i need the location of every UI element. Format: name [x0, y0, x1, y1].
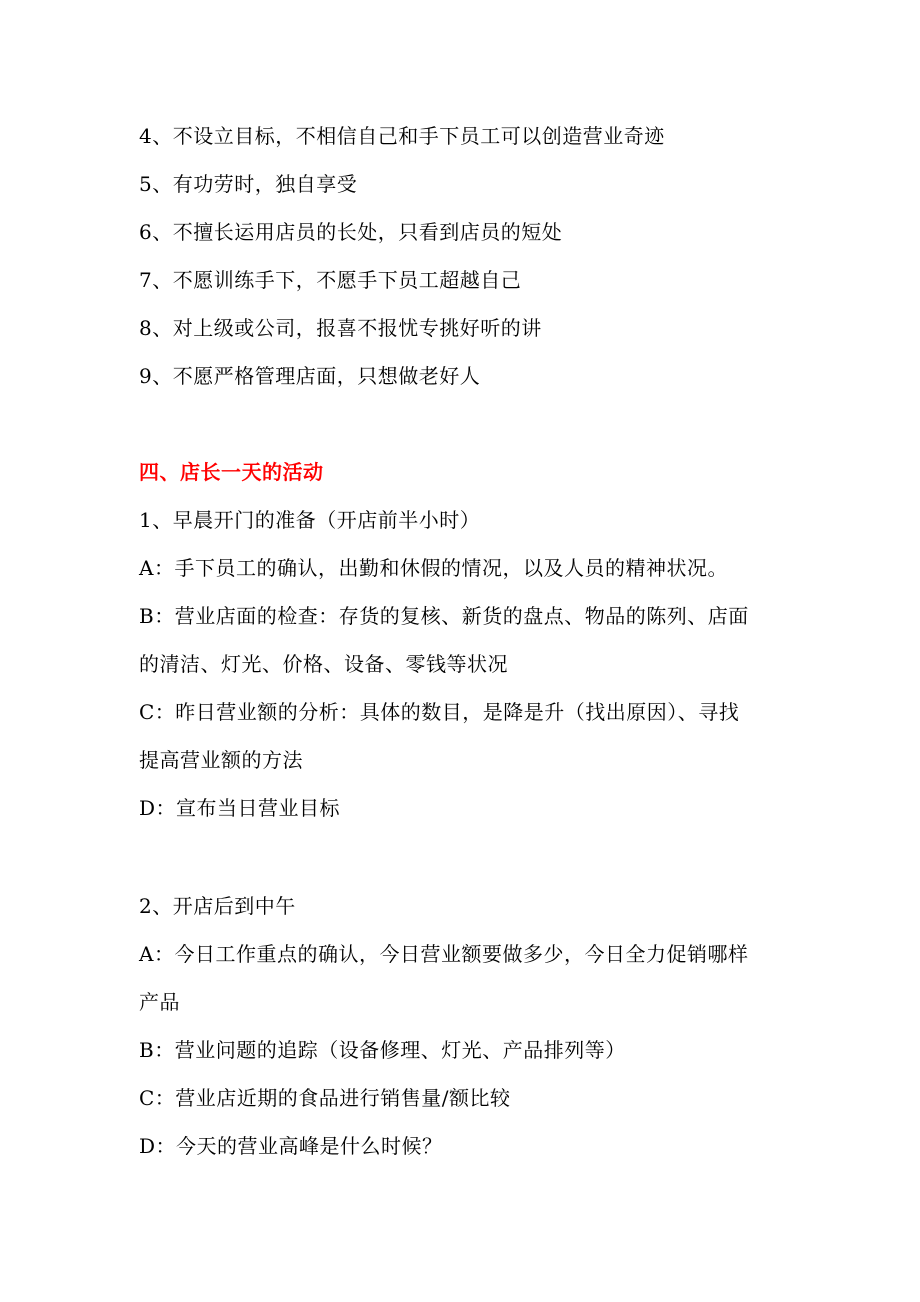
- list-item-4: 4、不设立目标，不相信自己和手下员工可以创造营业奇迹: [139, 124, 665, 148]
- part2-item-a-line2: 产品: [139, 990, 180, 1014]
- part2-item-a-line1: A：今日工作重点的确认，今日营业额要做多少，今日全力促销哪样: [139, 942, 749, 966]
- part1-title: 1、早晨开门的准备（开店前半小时）: [139, 508, 481, 532]
- part2-item-c: C：营业店近期的食品进行销售量/额比较: [139, 1086, 511, 1110]
- list-item-5: 5、有功劳时，独自享受: [139, 172, 358, 196]
- list-item-8: 8、对上级或公司，报喜不报忧专挑好听的讲: [139, 316, 542, 340]
- part1-item-b-line2: 的清洁、灯光、价格、设备、零钱等状况: [139, 652, 508, 676]
- part1-item-a: A：手下员工的确认，出勤和休假的情况，以及人员的精神状况。: [139, 556, 728, 580]
- part2-item-d: D：今天的营业高峰是什么时候？: [139, 1134, 443, 1158]
- part2-title: 2、开店后到中午: [139, 894, 296, 918]
- section-heading: 四、店长一天的活动: [139, 460, 324, 484]
- list-item-7: 7、不愿训练手下，不愿手下员工超越自己: [139, 268, 522, 292]
- part2-item-b: B：营业问题的追踪（设备修理、灯光、产品排列等）: [139, 1038, 626, 1062]
- part1-item-c-line1: C：昨日营业额的分析：具体的数目，是降是升（找出原因）、寻找: [139, 700, 740, 724]
- part1-item-b-line1: B：营业店面的检查：存货的复核、新货的盘点、物品的陈列、店面: [139, 604, 749, 628]
- part1-item-c-line2: 提高营业额的方法: [139, 748, 303, 772]
- part1-item-d: D：宣布当日营业目标: [139, 796, 341, 820]
- list-item-6: 6、不擅长运用店员的长处，只看到店员的短处: [139, 220, 563, 244]
- list-item-9: 9、不愿严格管理店面，只想做老好人: [139, 364, 481, 388]
